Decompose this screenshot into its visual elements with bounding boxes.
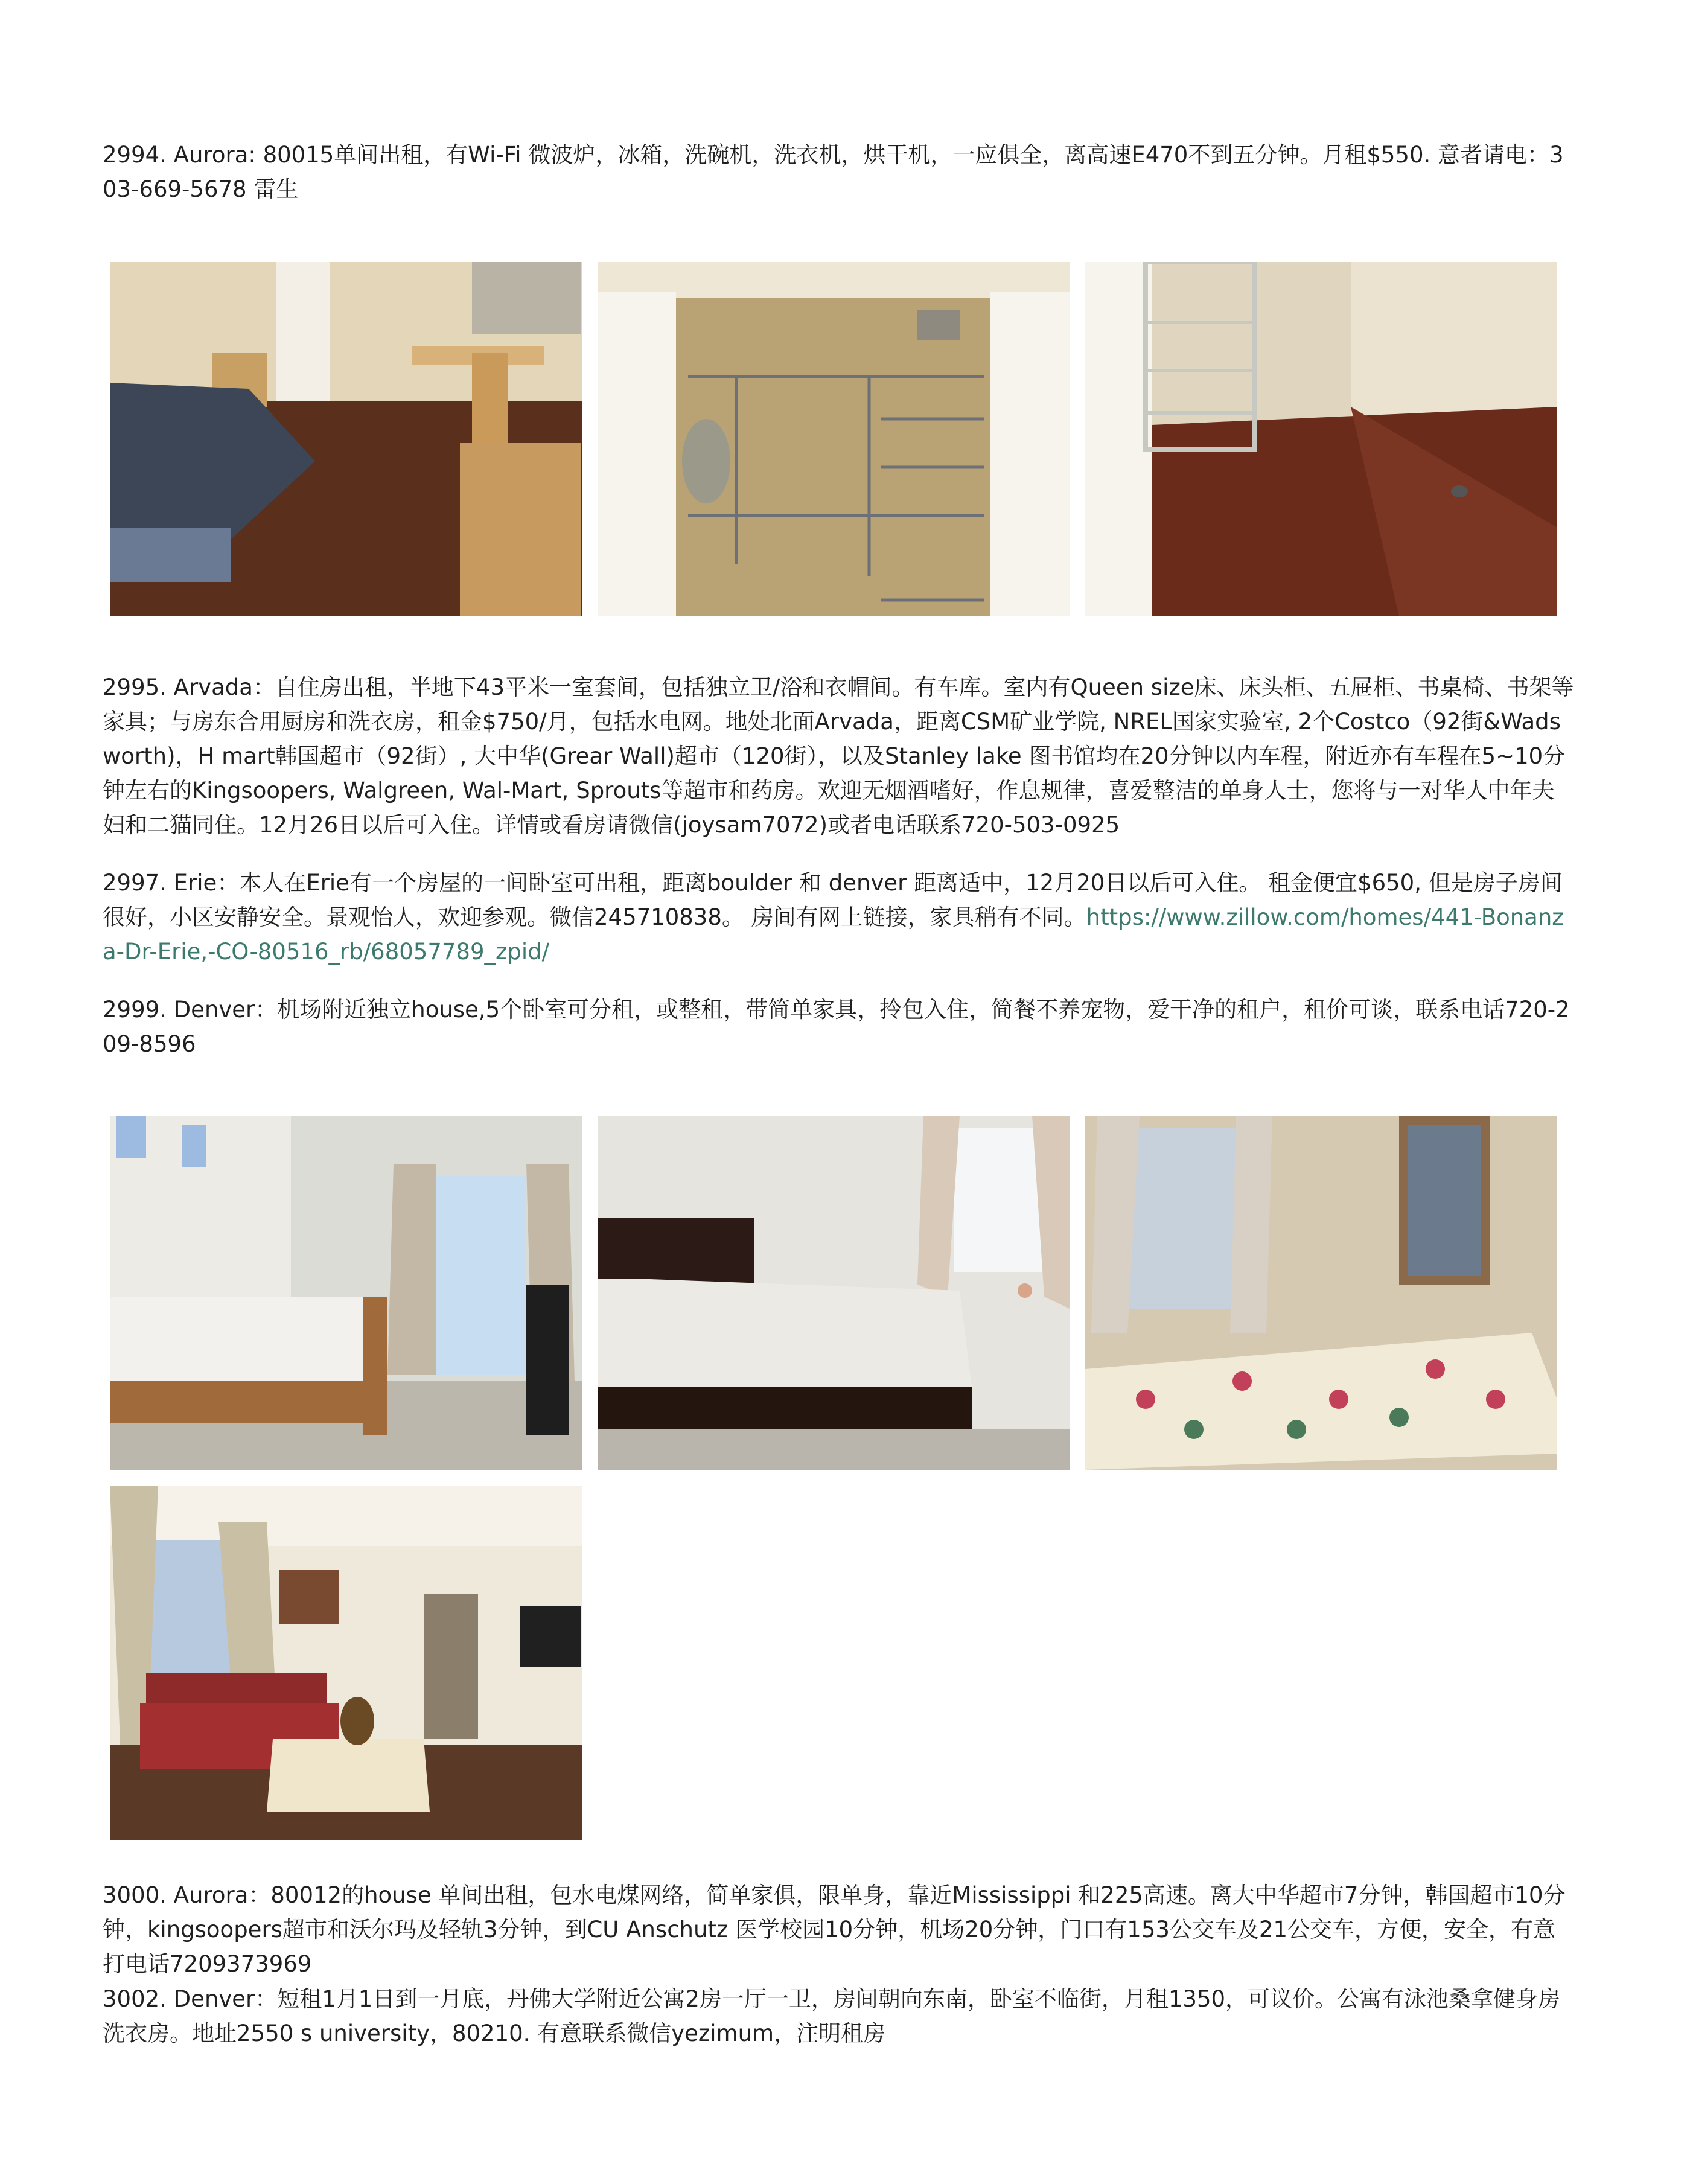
listing-2997-link[interactable]: https://www.zillow.com/homes/441-Bonanza-Dr-Erie,-CO-80516_rb/68057789_zpid/ bbox=[103, 904, 1564, 965]
listing-3002-text: 3002. Denver：短租1月1日到一月底，丹佛大学附近公寓2房一厅一卫，房间朝向东南，卧室不临街，月租1350，可议价。公寓有泳池桑拿健身房洗衣房。地址2550 s university，80210. 有意联系微信yezimum，注明租房 bbox=[103, 1986, 1561, 2046]
listing-2999-photo-bedroom-3 bbox=[1085, 1116, 1557, 1470]
listing-2999-photo-living-room bbox=[110, 1486, 582, 1840]
listing-2994-photo-room bbox=[1085, 262, 1557, 616]
listing-2994-photo-bedroom bbox=[110, 262, 582, 616]
listing-2997-text bbox=[103, 866, 1575, 969]
listing-2999-photo-bedroom-1 bbox=[110, 1116, 582, 1470]
listing-2994-photo-closet bbox=[598, 262, 1070, 616]
listing-2999-text: 2999. Denver：机场附近独立house,5个卧室可分租，或整租，带简单家具，拎包入住，简餐不养宠物，爱干净的租户，租价可谈，联系电话720-209-8596 bbox=[103, 997, 1570, 1057]
listing-3000-text: 3000. Aurora：80012的house 单间出租，包水电煤网络，简单家俱，限单身，靠近Mississippi 和225高速。离大中华超市7分钟，韩国超市10分钟，kingsoopers超市和沃尔玛及轻轨3分钟，到CU Anschutz 医学校园10分钟，机场20分钟，门口有153公交车及21公交车，方便，安全，有意打电话7209373969 bbox=[103, 1882, 1566, 1977]
listing-2997-body: 2997. Erie：本人在Erie有一个房屋的一间卧室可出租，距离boulder 和 denver 距离适中，12月20日以后可入住。 租金便宜$650, 但是房子房间很好，小区安静安全。景观怡人，欢迎参观。微信245710838。 房间有网上链接，家具稍有不同。 bbox=[103, 870, 1563, 930]
listing-2994-text: 2994. Aurora: 80015单间出租，有Wi-Fi 微波炉，冰箱，洗碗机，洗衣机，烘干机，一应俱全，离高速E470不到五分钟。月租$550. 意者请电：303-669-5678 雷生 bbox=[103, 142, 1564, 202]
listing-2995-text: 2995. Arvada：自住房出租，半地下43平米一室套间，包括独立卫/浴和衣帽间。有车库。室内有Queen size床、床头柜、五屉柜、书桌椅、书架等家具；与房东合用厨房和洗衣房，租金$750/月，包括水电网。地处北面Arvada，距离CSM矿业学院, NREL国家实验室, 2个Costco（92街&Wadsworth)，H mart韩国超市（92街）, 大中华(Grear Wall)超市（120街），以及Stanley lake 图书馆均在20分钟以内车程，附近亦有车程在5~10分钟左右的Kingsoopers, Walgreen, Wal-Mart, Sprouts等超市和药房。欢迎无烟酒嗜好，作息规律，喜爱整洁的单身人士，您将与一对华人中年夫妇和二猫同住。12月26日以后可入住。详情或看房请微信(joysam7072)或者电话联系720-503-0925 bbox=[103, 674, 1574, 838]
listing-2999-photo-bedroom-2 bbox=[598, 1116, 1070, 1470]
